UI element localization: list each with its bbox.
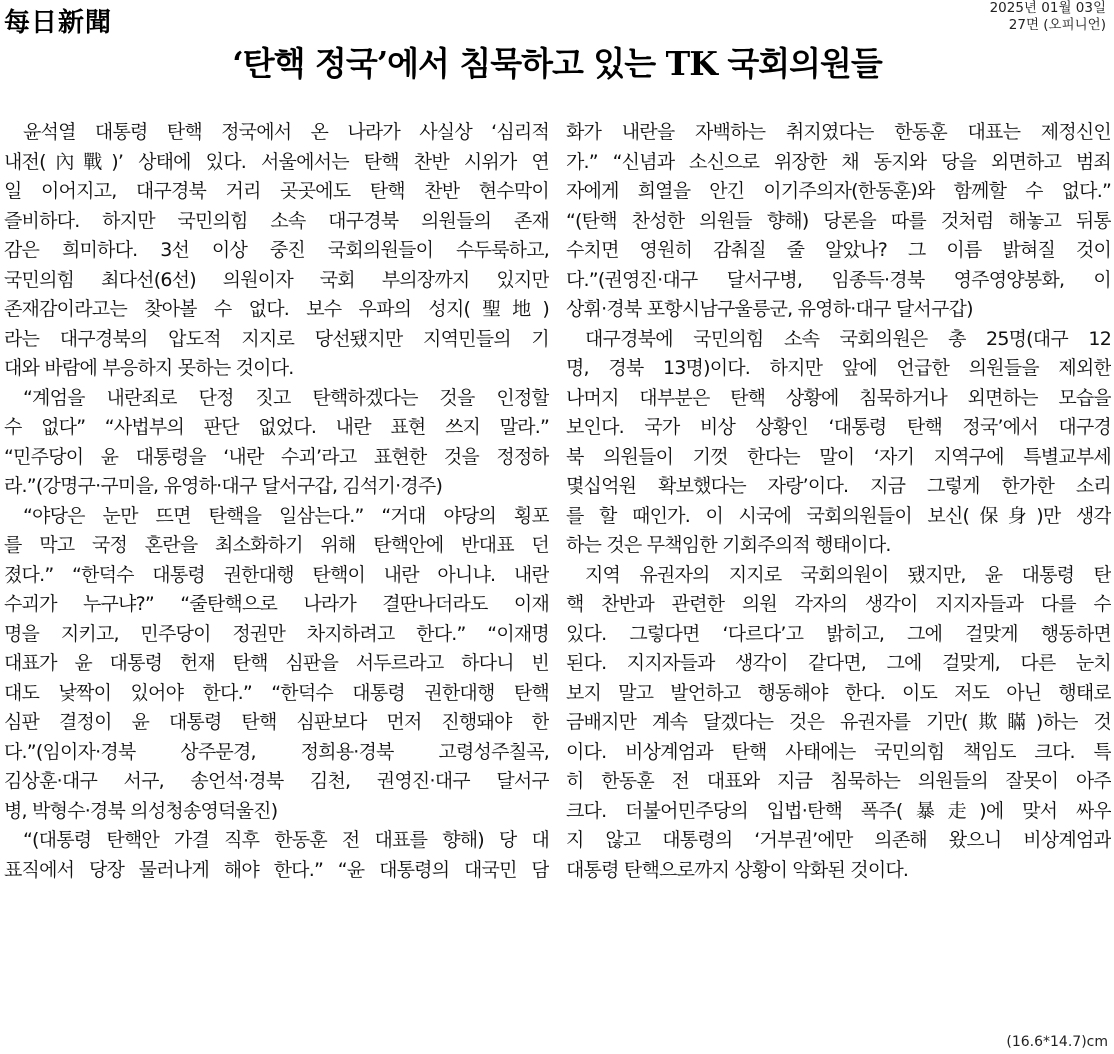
article-line: 된다. 지지자들과 생각이 같다면, 그에 걸맞게, 다른 눈치	[566, 652, 1111, 674]
article-line: 북 의원들이 기껏 한다는 말이 ‘자기 지역구에 특별교부세	[566, 445, 1111, 468]
article-line: 핵 찬반과 관련한 의원 각자의 생각이 지지자들과 다를 수	[566, 593, 1111, 615]
article-line: 이다. 비상계엄과 탄핵 사태에는 국민의힘 책임도 크다. 특	[566, 740, 1111, 763]
article-line: 금배지만 계속 달겠다는 것은 유권자를 기만(欺瞞)하는 것	[566, 711, 1111, 733]
article-line: 김상훈·대구 서구, 송언석·경북 김천, 권영진·대구 달서구	[4, 770, 549, 792]
article-line: “(대통령 탄핵안 가결 직후 한동훈 전 대표를 향해) 당 대	[23, 829, 549, 851]
publication-date: 2025년 01월 03일	[989, 0, 1106, 16]
article-line: 일 이어지고, 대구경북 거리 곳곳에도 탄핵 찬반 현수막이	[4, 180, 549, 202]
article-column-left	[4, 118, 549, 885]
article-column-right	[566, 118, 1111, 885]
article-line: 라는 대구경북의 압도적 지지로 당선됐지만 지역민들의 기	[4, 327, 549, 350]
article-line: 나머지 대부분은 탄핵 상황에 침묵하거나 외면하는 모습을	[566, 386, 1111, 409]
article-line: 크다. 더불어민주당의 입법·탄핵 폭주(暴走)에 맞서 싸우	[566, 799, 1111, 822]
article-line: 라.”(강명구·구미을, 유영하·대구 달서구갑, 김석기·경주)	[4, 475, 443, 497]
article-line: 보인다. 국가 비상 상황인 ‘대통령 탄핵 정국’에서 대구경	[566, 416, 1111, 438]
article-line: 히 한동훈 전 대표와 지금 침묵하는 의원들의 잘못이 아주	[566, 770, 1111, 792]
article-line: 감은 희미하다. 3선 이상 중진 국회의원들이 수두룩하고,	[4, 239, 549, 261]
article-line: 화가 내란을 자백하는 취지였다는 한동훈 대표는 제정신인	[566, 121, 1111, 143]
article-line: 국민의힘 최다선(6선) 의원이자 국회 부의장까지 있지만	[4, 268, 549, 291]
article-line: 심판 결정이 윤 대통령 탄핵 심판보다 먼저 진행돼야 한	[4, 711, 549, 733]
article-line: 대구경북에 국민의힘 소속 국회의원은 총 25명(대구 12	[585, 327, 1111, 350]
article-line: 즐비하다. 하지만 국민의힘 소속 대구경북 의원들의 존재	[4, 209, 549, 232]
article-line: 명을 지키고, 민주당이 정권만 차지하려고 한다.” “이재명	[4, 622, 549, 645]
newspaper-masthead: 每日新聞	[4, 8, 113, 38]
article-line: 대와 바람에 부응하지 못하는 것이다.	[4, 357, 294, 379]
article-line: 졌다.” “한덕수 대통령 권한대행 탄핵이 내란 아니냐. 내란	[4, 563, 549, 586]
article-line: 다.”(임이자·경북 상주문경, 정희용·경북 고령성주칠곡,	[4, 740, 549, 763]
article-line: 수괴가 누구냐?” “줄탄핵으로 나라가 결딴나더라도 이재	[4, 593, 549, 615]
article-line: 가.” “신념과 소신으로 위장한 채 동지와 당을 외면하고 범죄	[566, 150, 1111, 173]
publication-info	[990, 0, 1106, 34]
article-line: 대표가 윤 대통령 헌재 탄핵 심판을 서두르라고 하다니 빈	[4, 652, 549, 674]
article-size-note: (16.6*14.7)cm	[1006, 1034, 1108, 1050]
article-line: 대도 낯짝이 있어야 한다.” “한덕수 대통령 권한대행 탄핵	[4, 681, 549, 704]
article-line: “야당은 눈만 뜨면 탄핵을 일삼는다.” “거대 야당의 횡포	[23, 504, 549, 527]
article-line: “민주당이 윤 대통령을 ‘내란 수괴’라고 표현한 것을 정정하	[4, 445, 549, 468]
article-line: 표직에서 당장 물러나게 해야 한다.” “윤 대통령의 대국민 담	[4, 858, 549, 881]
article-line: 존재감이라고는 찾아볼 수 없다. 보수 우파의 성지(聖地)	[4, 298, 549, 320]
article-headline: ‘탄핵 정국’에서 침묵하고 있는 TK 국회의원들	[232, 44, 882, 83]
article-line: “계엄을 내란죄로 단정 짓고 탄핵하겠다는 것을 인정할	[23, 386, 549, 409]
article-line: 하는 것은 무책임한 기회주의적 행태이다.	[566, 534, 891, 556]
article-line: 수 없다” “사법부의 판단 없었다. 내란 표현 쓰지 말라.”	[4, 416, 549, 438]
article-line: 보지 말고 발언하고 행동해야 한다. 이도 저도 아닌 행태로	[566, 681, 1111, 704]
article-line: “(탄핵 찬성한 의원들 향해) 당론을 따를 것처럼 해놓고 뒤통	[566, 209, 1111, 232]
article-line: 지 않고 대통령의 ‘거부권’에만 의존해 왔으니 비상계엄과	[566, 829, 1111, 851]
article-line: 대통령 탄핵으로까지 상황이 악화된 것이다.	[566, 858, 909, 881]
article-line: 자에게 희열을 안긴 이기주의자(한동훈)와 함께할 수 없다.”	[566, 180, 1111, 202]
article-line: 병, 박형수·경북 의성청송영덕울진)	[4, 799, 278, 822]
article-line: 수치면 영원히 감춰질 줄 알았나? 그 이름 밝혀질 것이	[566, 239, 1111, 261]
article-line: 내전(內戰)’ 상태에 있다. 서울에서는 탄핵 찬반 시위가 연	[4, 150, 549, 173]
article-line: 를 막고 국정 혼란을 최소화하기 위해 탄핵안에 반대표 던	[4, 534, 549, 556]
publication-section: 27면 (오피니언)	[1008, 17, 1106, 33]
article-line: 명, 경북 13명)이다. 하지만 앞에 언급한 의원들을 제외한	[566, 357, 1111, 379]
article-line: 윤석열 대통령 탄핵 정국에서 온 나라가 사실상 ‘심리적	[23, 121, 549, 143]
article-line: 를 할 때인가. 이 시국에 국회의원들이 보신(保身)만 생각	[566, 504, 1111, 527]
article-line: 몇십억원 확보했다는 자랑’이다. 지금 그렇게 한가한 소리	[566, 475, 1111, 497]
article-line: 다.”(권영진·대구 달서구병, 임종득·경북 영주영양봉화, 이	[566, 268, 1111, 291]
article-line: 있다. 그렇다면 ‘다르다’고 밝히고, 그에 걸맞게 행동하면	[566, 622, 1111, 645]
article-line: 상휘·경북 포항시남구울릉군, 유영하·대구 달서구갑)	[566, 298, 973, 320]
article-line: 지역 유권자의 지지로 국회의원이 됐지만, 윤 대통령 탄	[585, 563, 1111, 586]
